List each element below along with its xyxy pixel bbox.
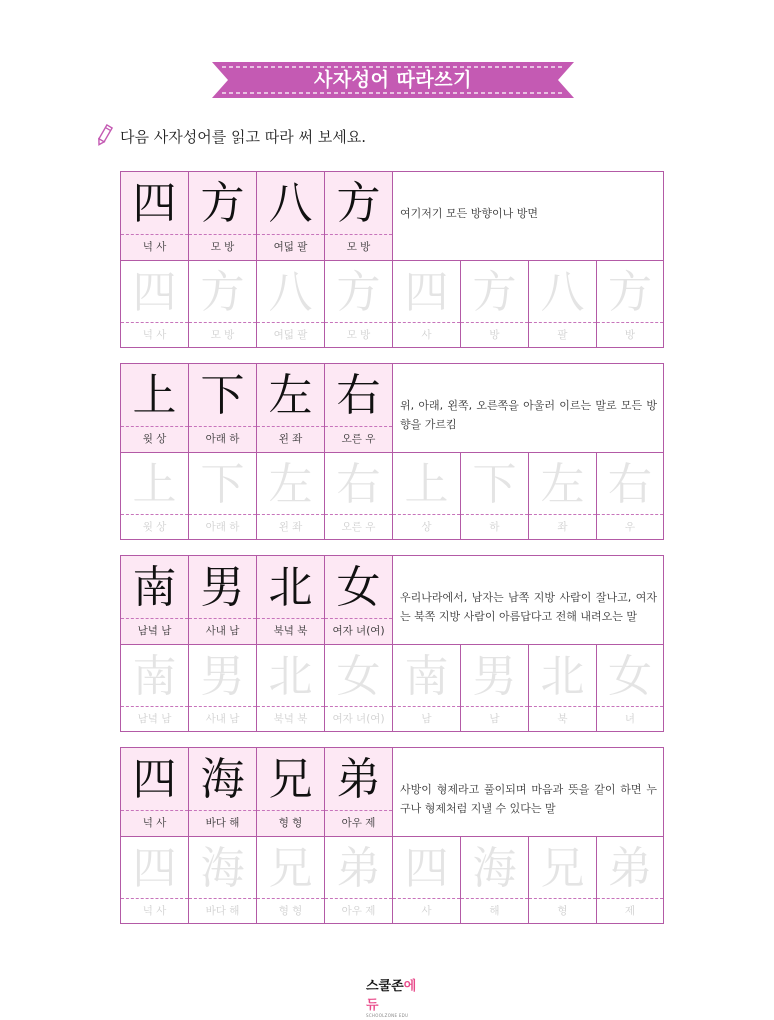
idiom-row [121,748,663,836]
hanja-char: 四 [132,178,177,229]
tracing-cell[interactable] [529,453,597,540]
tracing-reading: 북 [557,713,568,725]
hanja-cell [121,556,189,644]
tracing-reading: 방 [624,329,636,341]
hanja-reading: 아우 제 [341,817,376,829]
tracing-hanja: 方 [336,267,381,318]
hanja-char: 方 [336,178,381,229]
dashed-guide [461,706,528,707]
hanja-cell [121,748,189,836]
tracing-reading: 사 [421,905,432,917]
logo-accent: 에듀 [366,979,417,1013]
hanja-char: 左 [268,370,313,421]
dashed-guide [393,322,460,323]
hanja-reading: 아래 하 [205,433,240,445]
tracing-hanja: 女 [608,651,652,702]
hanja-reading: 여자 녀(여) [332,625,385,637]
hanja-char: 八 [268,178,313,229]
tracing-cell[interactable] [325,837,393,924]
tracing-hanja: 兄 [268,843,313,894]
idiom-block [120,747,664,924]
tracing-hanja: 上 [132,459,177,510]
tracing-reading: 팔 [557,329,568,341]
dashed-guide [325,426,392,427]
tracing-reading: 좌 [557,521,568,533]
tracing-cell[interactable] [121,453,189,540]
idiom-block [120,555,664,732]
hanja-cell [257,748,325,836]
hanja-cell [257,172,325,260]
tracing-cell[interactable] [189,837,257,924]
tracing-hanja: 南 [404,651,449,702]
tracing-hanja: 弟 [336,843,381,894]
tracing-cell[interactable] [121,837,189,924]
tracing-reading: 모 방 [346,329,371,341]
tracing-hanja: 北 [268,651,313,702]
tracing-cell[interactable] [597,837,663,924]
tracing-cell[interactable] [597,261,663,348]
hanja-cell [325,748,393,836]
idiom-meaning: 사방이 형제라고 풀이되며 마음과 뜻을 같이 하면 누구나 형제처럼 지낼 수 있다는 말 [400,783,657,815]
dashed-guide [257,706,324,707]
idiom-row [121,364,663,452]
title-banner [212,58,574,102]
hanja-char: 北 [268,562,313,613]
dashed-guide [529,898,596,899]
tracing-row [121,836,663,924]
tracing-hanja: 四 [132,843,177,894]
tracing-hanja: 方 [608,267,652,318]
tracing-hanja: 四 [404,843,449,894]
dashed-guide [325,234,392,235]
dashed-guide [461,898,528,899]
tracing-reading: 오른 우 [341,521,376,533]
tracing-reading: 넉 사 [142,905,167,917]
tracing-cell[interactable] [257,261,325,348]
hanja-reading: 모 방 [346,241,371,253]
pencil-icon [94,124,114,148]
tracing-reading: 여자 녀(여) [332,713,385,725]
dashed-guide [257,514,324,515]
dashed-guide [121,618,188,619]
tracing-hanja: 左 [268,459,313,510]
tracing-hanja: 兄 [540,843,585,894]
tracing-hanja: 左 [540,459,585,510]
tracing-cell[interactable] [189,261,257,348]
hanja-cell [121,364,189,452]
tracing-hanja: 下 [472,459,517,510]
tracing-cell[interactable] [529,645,597,732]
tracing-row [121,644,663,732]
dashed-guide [121,426,188,427]
tracing-hanja: 女 [336,651,381,702]
dashed-guide [597,514,663,515]
tracing-reading: 형 [557,905,568,917]
tracing-hanja: 下 [200,459,245,510]
hanja-reading: 왼 좌 [278,433,303,445]
hanja-reading: 사내 남 [205,625,240,637]
tracing-reading: 남 [489,713,500,725]
dashed-guide [325,618,392,619]
tracing-hanja: 四 [404,267,449,318]
hanja-reading: 오른 우 [341,433,376,445]
dashed-guide [189,618,256,619]
tracing-cell[interactable] [189,645,257,732]
dashed-guide [597,706,663,707]
hanja-reading: 남녘 남 [137,625,172,637]
dashed-guide [325,898,392,899]
hanja-reading: 넉 사 [142,817,167,829]
tracing-hanja: 右 [336,459,381,510]
page-title: 사자성어 따라쓰기 [314,69,472,91]
dashed-guide [325,322,392,323]
dashed-guide [121,234,188,235]
tracing-row [121,452,663,540]
tracing-cell[interactable] [257,453,325,540]
dashed-guide [393,898,460,899]
dashed-guide [257,234,324,235]
tracing-hanja: 四 [132,267,177,318]
tracing-reading: 사내 남 [205,713,240,725]
dashed-guide [121,810,188,811]
idiom-meaning: 위, 아래, 왼쪽, 오른쪽을 아울러 이르는 말로 모든 방향을 가르킴 [400,399,657,431]
tracing-cell[interactable] [461,453,529,540]
tracing-cell[interactable] [597,645,663,732]
hanja-cell [257,556,325,644]
tracing-reading: 방 [489,329,500,341]
hanja-char: 四 [132,754,177,805]
idiom-block [120,363,664,540]
tracing-cell[interactable] [325,261,393,348]
hanja-char: 右 [336,370,381,421]
tracing-hanja: 八 [540,267,585,318]
tracing-reading: 북녘 북 [273,713,308,725]
dashed-guide [257,898,324,899]
tracing-cell[interactable] [393,837,461,924]
hanja-reading: 넉 사 [142,241,167,253]
idiom-block [120,171,664,348]
dashed-guide [189,898,256,899]
tracing-cell[interactable] [461,645,529,732]
hanja-char: 弟 [336,754,381,805]
dashed-guide [461,514,528,515]
dashed-guide [189,706,256,707]
tracing-hanja: 海 [472,843,517,894]
hanja-reading: 모 방 [210,241,235,253]
dashed-guide [189,514,256,515]
dashed-guide [325,706,392,707]
hanja-char: 兄 [268,754,313,805]
tracing-reading: 넉 사 [142,329,167,341]
tracing-reading: 아래 하 [205,521,240,533]
dashed-guide [257,810,324,811]
tracing-reading: 해 [489,905,500,917]
tracing-reading: 왼 좌 [278,521,303,533]
tracing-cell[interactable] [121,645,189,732]
dashed-guide [461,322,528,323]
logo-sub: SCHOOLZONE EDU [366,1013,409,1018]
hanja-char: 女 [336,562,381,613]
dashed-guide [325,810,392,811]
tracing-row [121,260,663,348]
tracing-reading: 하 [489,521,500,533]
tracing-cell[interactable] [189,453,257,540]
hanja-char: 南 [132,562,177,613]
hanja-char: 上 [132,370,177,421]
dashed-guide [257,426,324,427]
dashed-guide [529,322,596,323]
dashed-guide [189,810,256,811]
dashed-guide [529,514,596,515]
idiom-meaning: 우리나라에서, 남자는 남쪽 지방 사람이 잘나고, 여자는 북쪽 지방 사람이 아름답다고 전해 내려오는 말 [400,591,657,623]
tracing-cell[interactable] [529,261,597,348]
tracing-reading: 바다 해 [205,905,240,917]
hanja-reading: 윗 상 [142,433,167,445]
tracing-hanja: 上 [404,459,449,510]
dashed-guide [189,322,256,323]
instruction-text: 다음 사자성어를 읽고 따라 써 보세요. [120,127,366,146]
tracing-hanja: 弟 [608,843,652,894]
hanja-cell [325,172,393,260]
tracing-reading: 형 형 [278,905,303,917]
logo [366,975,426,1018]
dashed-guide [529,706,596,707]
dashed-guide [597,898,663,899]
hanja-char: 方 [200,178,245,229]
tracing-hanja: 南 [132,651,177,702]
tracing-cell[interactable] [257,645,325,732]
hanja-cell [189,556,257,644]
tracing-reading: 우 [624,521,636,533]
hanja-char: 男 [200,562,245,613]
hanja-cell [189,172,257,260]
dashed-guide [325,514,392,515]
tracing-cell[interactable] [257,837,325,924]
hanja-char: 下 [200,370,245,421]
tracing-reading: 제 [624,905,636,917]
tracing-cell[interactable] [461,837,529,924]
dashed-guide [121,322,188,323]
dashed-guide [189,426,256,427]
idiom-meaning: 여기저기 모든 방향이나 방면 [400,207,539,220]
tracing-reading: 남 [421,713,432,725]
tracing-hanja: 男 [200,651,245,702]
hanja-cell [257,364,325,452]
tracing-hanja: 方 [200,267,245,318]
tracing-cell[interactable] [393,453,461,540]
dashed-guide [257,322,324,323]
tracing-hanja: 方 [472,267,517,318]
tracing-hanja: 右 [608,459,652,510]
tracing-reading: 여덟 팔 [273,329,308,341]
tracing-hanja: 海 [200,843,245,894]
hanja-cell [189,748,257,836]
tracing-cell[interactable] [393,645,461,732]
tracing-reading: 녀 [624,713,636,725]
dashed-guide [393,514,460,515]
hanja-char: 海 [200,754,245,805]
tracing-cell[interactable] [325,453,393,540]
dashed-guide [597,322,663,323]
tracing-hanja: 男 [472,651,517,702]
tracing-cell[interactable] [597,453,663,540]
idiom-row [121,172,663,260]
logo-main: 스쿨존 [366,979,404,994]
tracing-cell[interactable] [121,261,189,348]
dashed-guide [121,514,188,515]
tracing-reading: 사 [421,329,432,341]
tracing-cell[interactable] [325,645,393,732]
hanja-reading: 바다 해 [205,817,240,829]
tracing-cell[interactable] [393,261,461,348]
hanja-reading: 북녘 북 [273,625,308,637]
tracing-cell[interactable] [461,261,529,348]
dashed-guide [393,706,460,707]
tracing-reading: 모 방 [210,329,235,341]
dashed-guide [121,706,188,707]
dashed-guide [189,234,256,235]
dashed-guide [121,898,188,899]
hanja-reading: 여덟 팔 [273,241,308,253]
tracing-cell[interactable] [529,837,597,924]
hanja-reading: 형 형 [278,817,303,829]
instruction [94,123,366,149]
tracing-hanja: 北 [540,651,585,702]
tracing-reading: 아우 제 [341,905,376,917]
tracing-reading: 남녘 남 [137,713,172,725]
dashed-guide [257,618,324,619]
hanja-cell [189,364,257,452]
tracing-reading: 상 [421,521,432,533]
idiom-row [121,556,663,644]
tracing-hanja: 八 [268,267,313,318]
tracing-reading: 윗 상 [142,521,167,533]
hanja-cell [325,364,393,452]
hanja-cell [121,172,189,260]
hanja-cell [325,556,393,644]
